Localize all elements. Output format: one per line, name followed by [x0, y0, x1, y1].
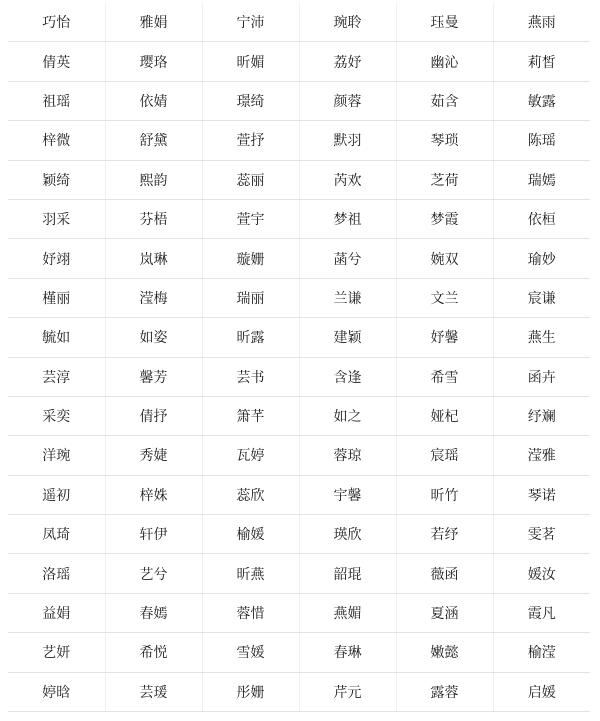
- table-row: [8, 160, 590, 199]
- table-row: [8, 3, 590, 42]
- names-table-body: [8, 3, 590, 712]
- table-row: [8, 593, 590, 632]
- name-cell: 建颖: [299, 318, 396, 357]
- name-cell: 春琳: [299, 633, 396, 672]
- name-cell: 琴琐: [396, 121, 493, 160]
- name-cell: 昕竹: [396, 475, 493, 514]
- table-row: [8, 554, 590, 593]
- name-cell: 榆滢: [493, 633, 590, 672]
- name-cell: 宁沛: [202, 3, 299, 42]
- name-cell: 洋琬: [8, 436, 105, 475]
- table-row: [8, 436, 590, 475]
- name-cell: 凤琦: [8, 515, 105, 554]
- name-cell: 娅杞: [396, 396, 493, 435]
- name-cell: 依婧: [105, 81, 202, 120]
- name-cell: 采奕: [8, 396, 105, 435]
- name-cell: 妤翊: [8, 239, 105, 278]
- name-cell: 滢梅: [105, 278, 202, 317]
- name-cell: 芸瑗: [105, 672, 202, 711]
- name-cell: 宇馨: [299, 475, 396, 514]
- table-row: [8, 278, 590, 317]
- name-cell: 瓦婷: [202, 436, 299, 475]
- name-cell: 媛汝: [493, 554, 590, 593]
- name-cell: 梓姝: [105, 475, 202, 514]
- name-cell: 璎珞: [105, 42, 202, 81]
- name-cell: 希雪: [396, 357, 493, 396]
- table-row: [8, 239, 590, 278]
- table-row: [8, 396, 590, 435]
- name-cell: 颖绮: [8, 160, 105, 199]
- name-cell: 梦霞: [396, 199, 493, 238]
- name-cell: 熙韵: [105, 160, 202, 199]
- name-cell: 燕生: [493, 318, 590, 357]
- name-cell: 芝荷: [396, 160, 493, 199]
- name-cell: 瑜妙: [493, 239, 590, 278]
- name-cell: 榆媛: [202, 515, 299, 554]
- name-cell: 燕媚: [299, 593, 396, 632]
- name-cell: 薇函: [396, 554, 493, 593]
- name-cell: 宸谦: [493, 278, 590, 317]
- name-cell: 默羽: [299, 121, 396, 160]
- name-cell: 岚琳: [105, 239, 202, 278]
- name-cell: 妤馨: [396, 318, 493, 357]
- name-cell: 芸淳: [8, 357, 105, 396]
- name-cell: 兰谦: [299, 278, 396, 317]
- name-cell: 陈瑶: [493, 121, 590, 160]
- name-cell: 羽采: [8, 199, 105, 238]
- name-cell: 遥初: [8, 475, 105, 514]
- name-cell: 萱宇: [202, 199, 299, 238]
- name-cell: 茹含: [396, 81, 493, 120]
- table-row: [8, 357, 590, 396]
- name-cell: 夏涵: [396, 593, 493, 632]
- name-cell: 雪媛: [202, 633, 299, 672]
- name-cell: 秀婕: [105, 436, 202, 475]
- table-row: [8, 475, 590, 514]
- name-cell: 婷晗: [8, 672, 105, 711]
- table-row: [8, 515, 590, 554]
- name-cell: 如姿: [105, 318, 202, 357]
- name-cell: 萱抒: [202, 121, 299, 160]
- name-cell: 婉双: [396, 239, 493, 278]
- table-row: [8, 672, 590, 711]
- name-cell: 祖瑶: [8, 81, 105, 120]
- name-cell: 艺妍: [8, 633, 105, 672]
- name-cell: 蕊丽: [202, 160, 299, 199]
- name-cell: 昕媚: [202, 42, 299, 81]
- table-row: [8, 633, 590, 672]
- name-cell: 纾斓: [493, 396, 590, 435]
- name-cell: 芮欢: [299, 160, 396, 199]
- name-cell: 洛瑶: [8, 554, 105, 593]
- name-cell: 倩英: [8, 42, 105, 81]
- name-cell: 巧怡: [8, 3, 105, 42]
- name-cell: 瑞嫣: [493, 160, 590, 199]
- name-cell: 蓉琼: [299, 436, 396, 475]
- table-row: [8, 121, 590, 160]
- name-cell: 璟绮: [202, 81, 299, 120]
- name-cell: 芸书: [202, 357, 299, 396]
- name-cell: 韶琨: [299, 554, 396, 593]
- name-cell: 雯茗: [493, 515, 590, 554]
- name-cell: 瑞丽: [202, 278, 299, 317]
- name-cell: 敏露: [493, 81, 590, 120]
- name-cell: 蕊欣: [202, 475, 299, 514]
- table-row: [8, 318, 590, 357]
- name-cell: 菡兮: [299, 239, 396, 278]
- name-cell: 槿丽: [8, 278, 105, 317]
- name-cell: 芹元: [299, 672, 396, 711]
- name-cell: 琬聆: [299, 3, 396, 42]
- name-cell: 舒黛: [105, 121, 202, 160]
- name-cell: 依桓: [493, 199, 590, 238]
- name-cell: 雅娟: [105, 3, 202, 42]
- table-row: [8, 199, 590, 238]
- name-cell: 荔妤: [299, 42, 396, 81]
- name-cell: 瑛欣: [299, 515, 396, 554]
- name-cell: 彤姗: [202, 672, 299, 711]
- table-row: [8, 81, 590, 120]
- names-table: [8, 3, 590, 712]
- name-cell: 霞凡: [493, 593, 590, 632]
- name-cell: 露蓉: [396, 672, 493, 711]
- name-cell: 春嫣: [105, 593, 202, 632]
- name-cell: 艺兮: [105, 554, 202, 593]
- name-cell: 幽沁: [396, 42, 493, 81]
- name-cell: 如之: [299, 396, 396, 435]
- name-cell: 馨芳: [105, 357, 202, 396]
- name-cell: 芬梧: [105, 199, 202, 238]
- name-cell: 若纾: [396, 515, 493, 554]
- name-cell: 梓微: [8, 121, 105, 160]
- name-cell: 滢雅: [493, 436, 590, 475]
- name-cell: 琴诺: [493, 475, 590, 514]
- name-cell: 燕雨: [493, 3, 590, 42]
- name-cell: 含逢: [299, 357, 396, 396]
- name-cell: 倩抒: [105, 396, 202, 435]
- name-cell: 嫩懿: [396, 633, 493, 672]
- name-cell: 希悦: [105, 633, 202, 672]
- name-cell: 益娟: [8, 593, 105, 632]
- name-cell: 昕燕: [202, 554, 299, 593]
- name-cell: 毓如: [8, 318, 105, 357]
- name-cell: 宸瑶: [396, 436, 493, 475]
- name-cell: 箫芊: [202, 396, 299, 435]
- name-cell: 璇姗: [202, 239, 299, 278]
- name-cell: 颜蓉: [299, 81, 396, 120]
- name-cell: 珏曼: [396, 3, 493, 42]
- name-cell: 文兰: [396, 278, 493, 317]
- name-cell: 梦祖: [299, 199, 396, 238]
- name-cell: 昕露: [202, 318, 299, 357]
- name-cell: 蓉惜: [202, 593, 299, 632]
- name-cell: 莉皙: [493, 42, 590, 81]
- name-cell: 轩伊: [105, 515, 202, 554]
- name-cell: 函卉: [493, 357, 590, 396]
- table-row: [8, 42, 590, 81]
- name-cell: 启媛: [493, 672, 590, 711]
